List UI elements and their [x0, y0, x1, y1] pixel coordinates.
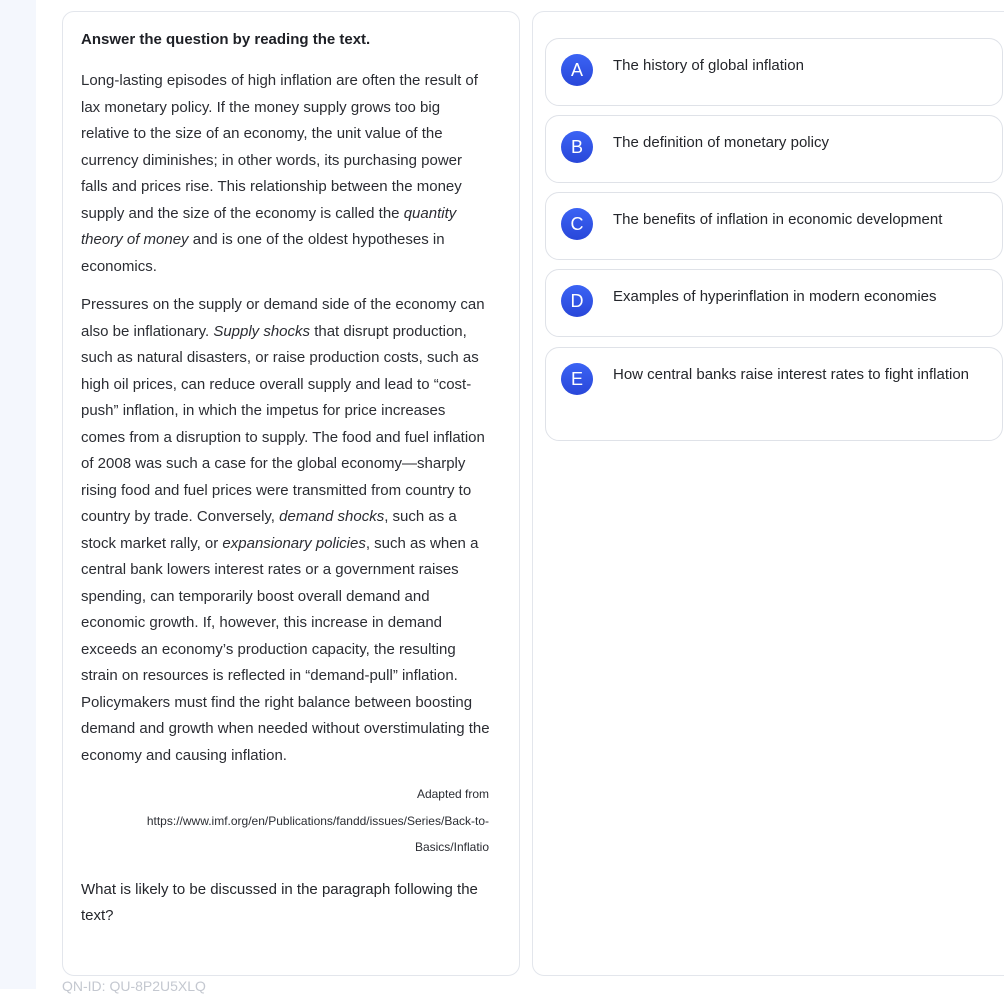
italic-term: quantity theory of money [81, 204, 457, 248]
option-a[interactable] [545, 38, 1003, 106]
text-segment: and is one of the oldest hypotheses in economics. [81, 231, 445, 275]
option-d[interactable] [545, 269, 1003, 337]
question-id: QN-ID: QU-8P2U5XLQ [62, 978, 206, 994]
text-segment: Long-lasting episodes of high inflation are often the result of lax monetary policy. If the money supply grows too big relative to the size of an economy, the unit value of the currency diminishes; in other words, its purchasing power falls and prices rise. This relationship between the money supply and the size of the economy is called the [81, 72, 478, 222]
passage-paragraph-1 [81, 68, 491, 280]
option-letter-badge: B [561, 131, 593, 163]
italic-term: expansionary policies [222, 534, 366, 552]
option-letter-badge: D [561, 285, 593, 317]
italic-term: Supply shocks [213, 322, 311, 340]
left-sidebar-strip [0, 0, 36, 989]
option-label: How central banks raise interest rates to fight inflation [613, 366, 970, 383]
option-b[interactable] [545, 115, 1003, 183]
question-text: What is likely to be discussed in the paragraph following the text? [81, 880, 478, 924]
option-label: The definition of monetary policy [613, 134, 829, 151]
option-label: Examples of hyperinflation in modern economies [613, 288, 937, 305]
text-segment: , such as a stock market rally, or [81, 508, 457, 552]
text-segment: that disrupt production, such as natural disasters, or raise production costs, such as high oil prices, can reduce overall supply and lead to “cost-push” inflation, in which the impetus for price increases comes from a disruption to supply. The food and fuel inflation of 2008 was such a case for the global economy—sharply rising food and fuel prices were transmitted from country to country by trade. Conversely, [81, 322, 485, 525]
source-line-1: Adapted from [416, 787, 489, 801]
source-line-3: Basics/Inflatio [414, 840, 489, 854]
option-label: The benefits of inflation in economic development [613, 211, 943, 228]
option-c[interactable] [545, 192, 1003, 260]
italic-term: demand shocks [279, 508, 385, 525]
text-segment: Pressures on the supply or demand side of the economy can also be inflationary. [81, 296, 485, 340]
option-label: The history of global inflation [613, 57, 804, 74]
source-citation [81, 781, 489, 861]
option-letter-badge: A [561, 54, 593, 86]
instruction-heading: Answer the question by reading the text. [81, 31, 371, 48]
option-letter-badge: E [561, 363, 593, 395]
passage-card [62, 11, 520, 976]
source-line-2: https://www.imf.org/en/Publications/fandd/issues/Series/Back-to- [146, 813, 489, 828]
text-segment: , such as when a central bank lowers interest rates or a government raises spending, can temporarily boost overall demand and economic growth. If, however, this increase in demand exceeds an economy’s production capacity, the resulting strain on resources is reflected in “demand-pull” inflation. Policymakers must find the right balance between boosting demand and growth when needed without overstimulating the economy and causing inflation. [81, 534, 490, 764]
option-letter-badge: C [561, 208, 593, 240]
passage-paragraph-2 [81, 292, 491, 769]
option-e[interactable] [545, 347, 1003, 441]
